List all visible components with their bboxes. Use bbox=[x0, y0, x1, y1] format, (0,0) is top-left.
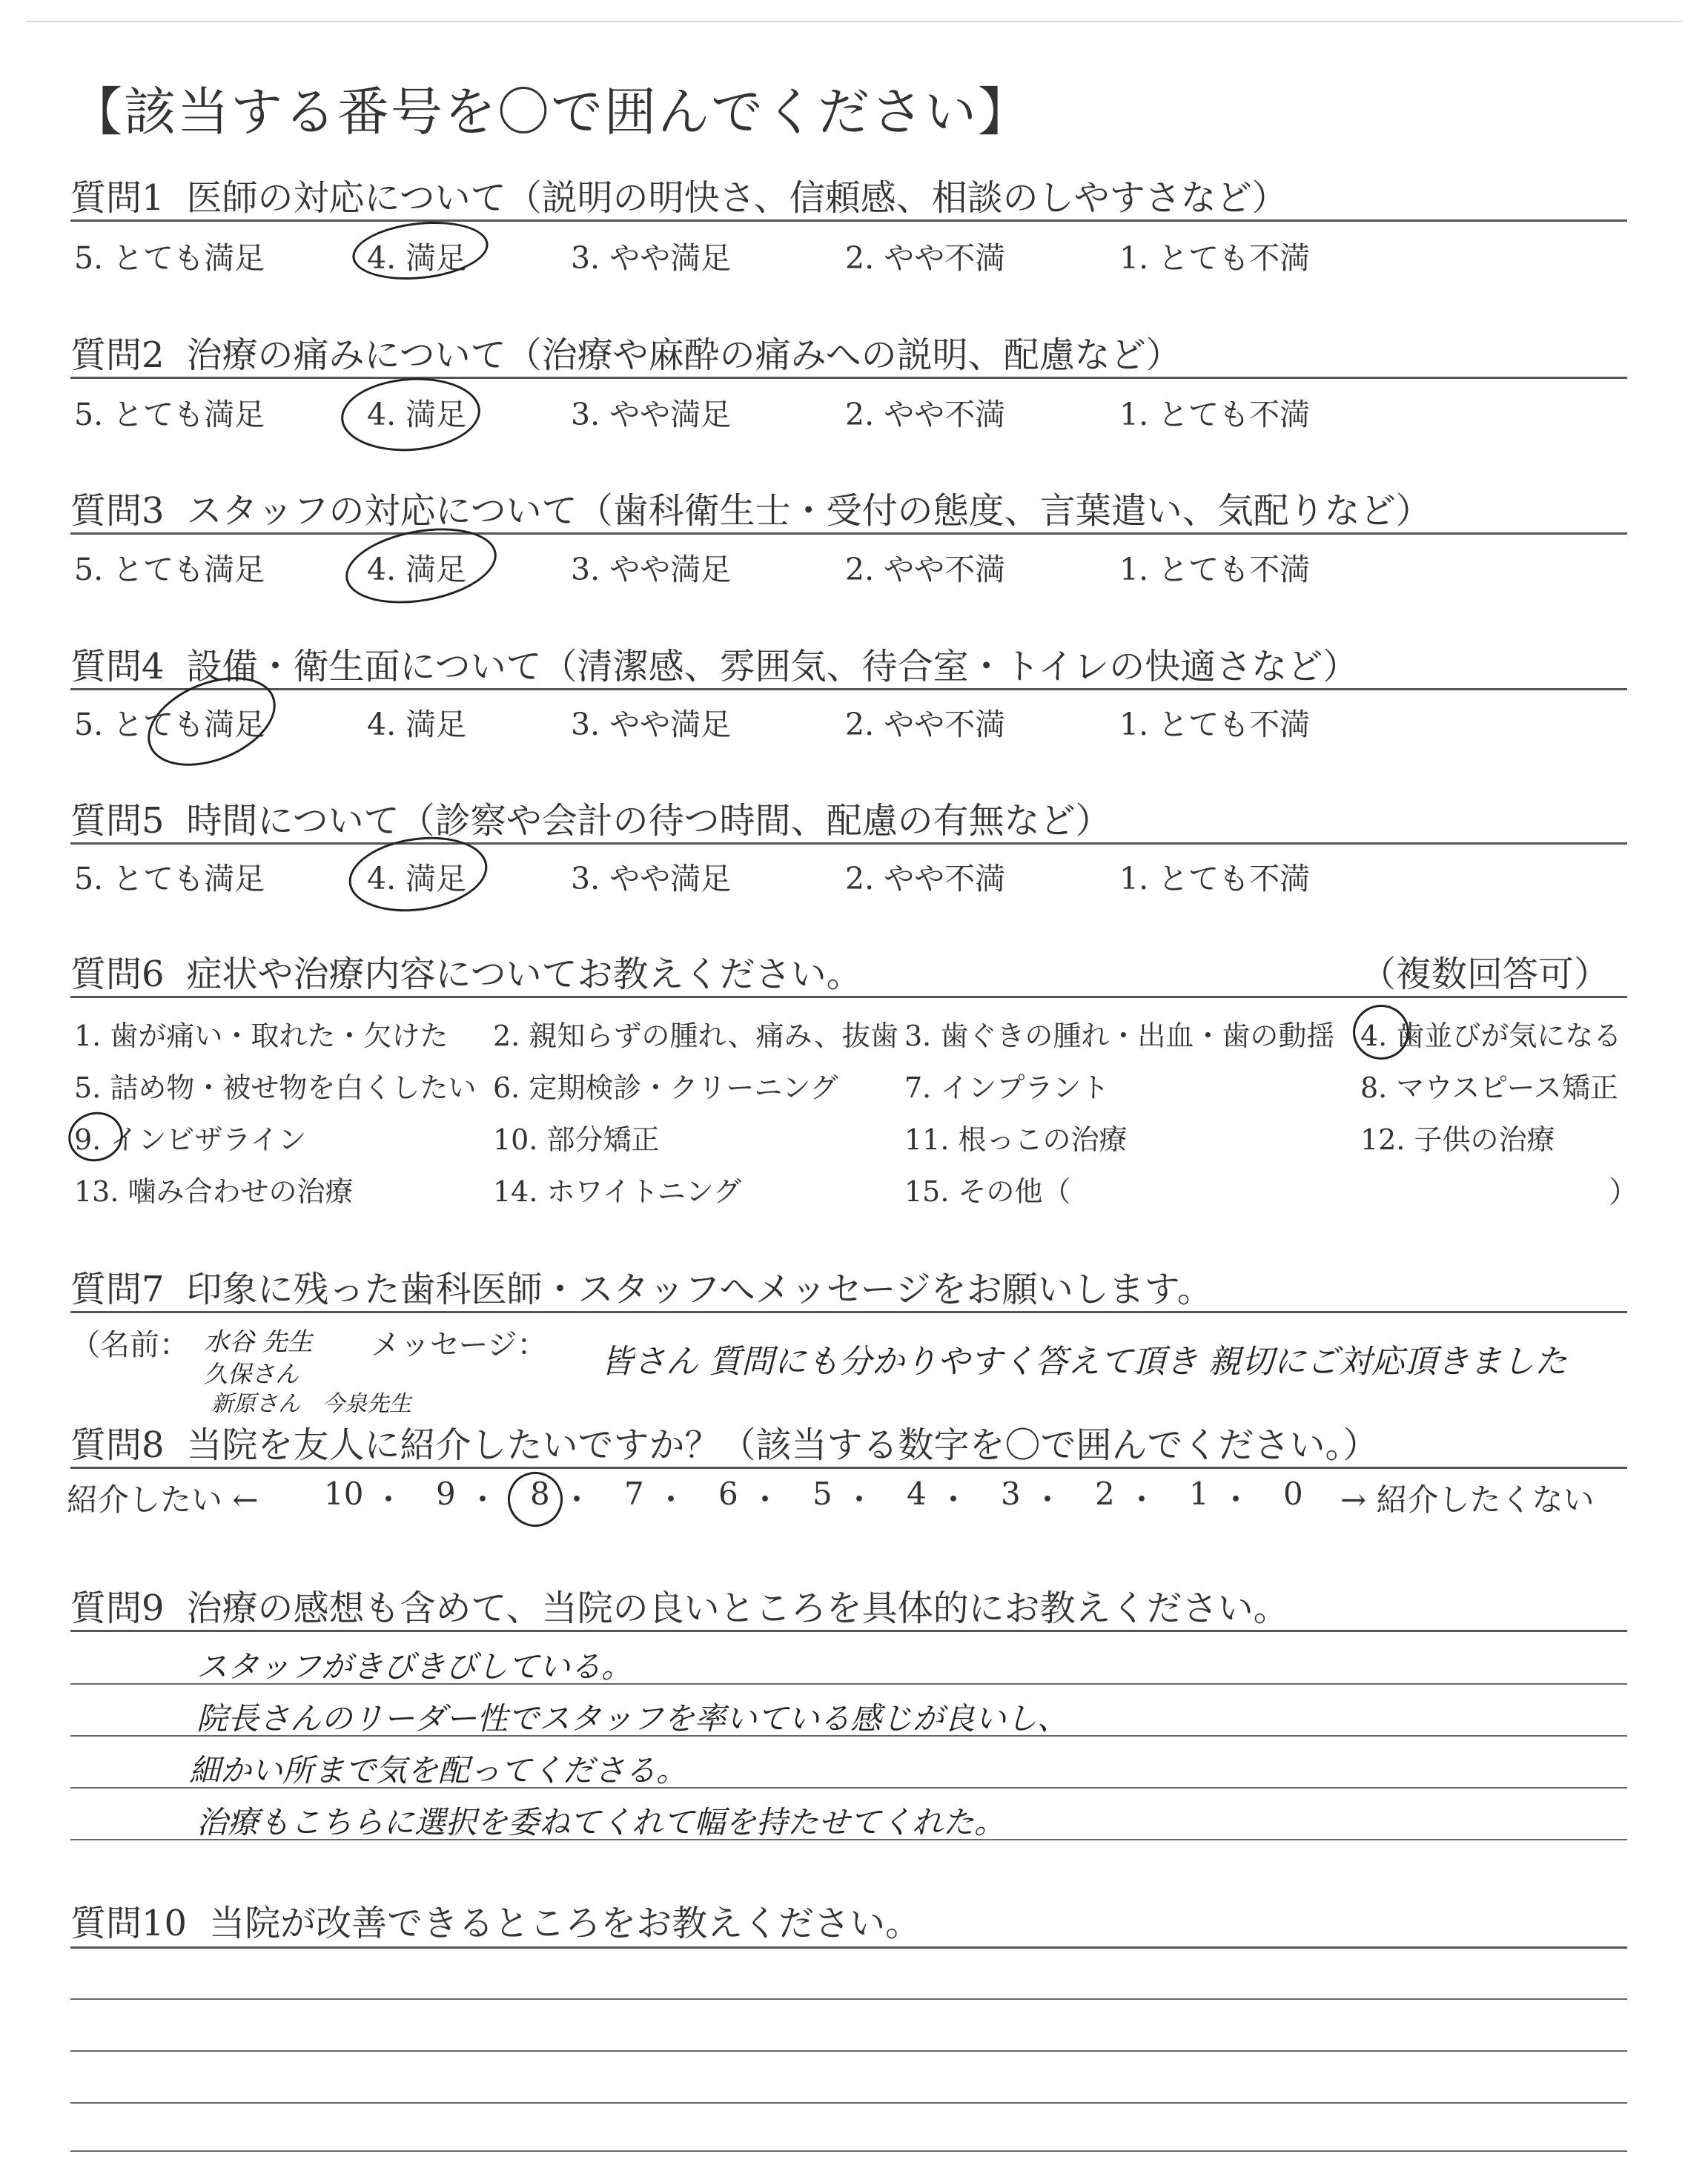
question-number: 質問9 bbox=[70, 1588, 165, 1629]
scale-7[interactable]: 7 bbox=[624, 1476, 644, 1512]
q3-option-4[interactable]: 4. 満足 bbox=[367, 552, 467, 587]
scale-10[interactable]: 10 bbox=[324, 1476, 364, 1512]
q2-option-3[interactable]: 3. やや満足 bbox=[571, 397, 732, 432]
question-text: 時間について（診察や会計の待つ時間、配慮の有無など） bbox=[186, 800, 1111, 842]
scale-dot: ・ bbox=[844, 1482, 875, 1518]
handwritten-message: 皆さん 質問にも分かりやすく答えて頂き 親切にご対応頂きました bbox=[600, 1343, 1567, 1381]
q6-item-15-close: ） bbox=[1609, 1175, 1638, 1209]
q6-item-11[interactable]: 11. 根っこの治療 bbox=[904, 1123, 1128, 1156]
question-text: 症状や治療内容についてお教えください。 bbox=[186, 954, 862, 995]
answer-line bbox=[70, 2050, 1627, 2052]
q2-option-1[interactable]: 1. とても不満 bbox=[1119, 397, 1311, 432]
question-text: 医師の対応について（説明の明快さ、信頼感、相談のしやすさなど） bbox=[186, 177, 1288, 219]
q6-item-9[interactable]: 9. インビザライン bbox=[74, 1123, 307, 1156]
q6-item-1[interactable]: 1. 歯が痛い・取れた・欠けた bbox=[74, 1020, 448, 1052]
divider bbox=[70, 1467, 1627, 1469]
scale-dot: ・ bbox=[749, 1482, 781, 1518]
selection-circle bbox=[339, 374, 483, 456]
q2-option-5[interactable]: 5. とても満足 bbox=[74, 397, 265, 432]
question-8-title bbox=[70, 1416, 1379, 1467]
q6-item-2[interactable]: 2. 親知らずの腫れ、痛み、抜歯 bbox=[493, 1020, 898, 1052]
q4-option-1[interactable]: 1. とても不満 bbox=[1119, 707, 1311, 742]
q1-option-2[interactable]: 2. やや不満 bbox=[845, 240, 1006, 276]
selection-circle bbox=[500, 1464, 571, 1535]
scale-dot: ・ bbox=[373, 1482, 405, 1518]
question-number: 質問4 bbox=[70, 646, 165, 687]
scale-8[interactable]: 8 bbox=[530, 1476, 550, 1512]
question-text: 印象に残った歯科医師・スタッフへメッセージをお願いします。 bbox=[186, 1269, 1213, 1310]
divider bbox=[70, 688, 1627, 690]
scale-dot: ・ bbox=[655, 1482, 687, 1518]
q4-option-5[interactable]: 5. とても満足 bbox=[74, 707, 265, 742]
scale-6[interactable]: 6 bbox=[718, 1476, 738, 1512]
scale-5[interactable]: 5 bbox=[812, 1476, 833, 1512]
scale-dot: ・ bbox=[1220, 1482, 1252, 1518]
q6-item-5[interactable]: 5. 詰め物・被せ物を白くしたい bbox=[74, 1071, 477, 1104]
question-number: 質問7 bbox=[70, 1269, 165, 1310]
top-border bbox=[27, 21, 1681, 22]
divider bbox=[70, 219, 1627, 222]
message-label: メッセージ： bbox=[371, 1328, 547, 1362]
handwritten-name: 久保さん bbox=[204, 1360, 299, 1388]
scale-dot: ・ bbox=[938, 1482, 970, 1518]
multiple-answer-note: （複数回答可） bbox=[1360, 954, 1610, 995]
question-number: 質問2 bbox=[70, 334, 165, 376]
handwritten-answer-line: 細かい所まで気を配ってくださる。 bbox=[189, 1752, 688, 1789]
divider bbox=[70, 996, 1627, 998]
q4-option-3[interactable]: 3. やや満足 bbox=[571, 707, 732, 742]
divider bbox=[70, 1946, 1627, 1949]
q2-option-4[interactable]: 4. 満足 bbox=[367, 397, 467, 432]
question-1-title bbox=[70, 169, 1288, 220]
recommend-left-label: 紹介したい ← bbox=[67, 1482, 259, 1518]
q5-option-3[interactable]: 3. やや満足 bbox=[571, 861, 732, 896]
handwritten-name: 水谷 先生 bbox=[204, 1327, 313, 1357]
q6-item-15[interactable]: 15. その他（ bbox=[904, 1175, 1071, 1208]
question-3-title bbox=[70, 482, 1431, 533]
answer-line bbox=[70, 2102, 1627, 2104]
q6-item-12[interactable]: 12. 子供の治療 bbox=[1360, 1123, 1555, 1156]
question-10-title bbox=[70, 1895, 921, 1946]
handwritten-answer-line: スタッフがきびきびしている。 bbox=[196, 1648, 633, 1685]
q3-option-3[interactable]: 3. やや満足 bbox=[571, 552, 732, 587]
q2-option-2[interactable]: 2. やや不満 bbox=[845, 397, 1006, 432]
divider bbox=[70, 377, 1627, 379]
q5-option-2[interactable]: 2. やや不満 bbox=[845, 861, 1006, 896]
divider bbox=[70, 842, 1627, 845]
q3-option-2[interactable]: 2. やや不満 bbox=[845, 552, 1006, 587]
name-label: （名前： bbox=[70, 1328, 189, 1362]
q6-item-3[interactable]: 3. 歯ぐきの腫れ・出血・歯の動揺 bbox=[904, 1020, 1335, 1052]
question-text: 治療の痛みについて（治療や麻酔の痛みへの説明、配慮など） bbox=[186, 334, 1182, 376]
q6-item-7[interactable]: 7. インプラント bbox=[904, 1071, 1110, 1104]
q6-item-14[interactable]: 14. ホワイトニング bbox=[493, 1175, 742, 1208]
question-4-title bbox=[70, 638, 1358, 689]
question-5-title bbox=[70, 792, 1111, 843]
question-text: 当院を友人に紹介したいですか？（該当する数字を〇で囲んでください。） bbox=[186, 1424, 1379, 1466]
q5-option-5[interactable]: 5. とても満足 bbox=[74, 861, 265, 896]
answer-line bbox=[70, 1998, 1627, 2000]
question-7-title bbox=[70, 1261, 1213, 1312]
q4-option-2[interactable]: 2. やや不満 bbox=[845, 707, 1006, 742]
question-text: 設備・衛生面について（清潔感、雰囲気、待合室・トイレの快適さなど） bbox=[186, 646, 1359, 687]
question-text: スタッフの対応について（歯科衛生士・受付の態度、言葉遣い、気配りなど） bbox=[186, 490, 1431, 532]
scale-0[interactable]: 0 bbox=[1283, 1476, 1303, 1512]
scale-3[interactable]: 3 bbox=[1001, 1476, 1021, 1512]
q6-item-10[interactable]: 10. 部分矯正 bbox=[493, 1123, 660, 1156]
q6-item-13[interactable]: 13. 噛み合わせの治療 bbox=[74, 1175, 354, 1208]
selection-circle bbox=[1353, 1005, 1409, 1060]
question-number: 質問5 bbox=[70, 800, 165, 842]
question-number: 質問1 bbox=[70, 177, 165, 219]
question-number: 質問6 bbox=[70, 954, 165, 995]
question-2-title bbox=[70, 326, 1182, 377]
q1-option-5[interactable]: 5. とても満足 bbox=[74, 240, 265, 276]
question-number: 質問3 bbox=[70, 490, 165, 532]
scale-2[interactable]: 2 bbox=[1095, 1476, 1115, 1512]
handwritten-name: 新原さん 今泉先生 bbox=[211, 1391, 411, 1417]
answer-line bbox=[70, 2150, 1627, 2152]
question-6-title bbox=[70, 945, 862, 997]
scale-4[interactable]: 4 bbox=[907, 1476, 927, 1512]
q3-option-1[interactable]: 1. とても不満 bbox=[1119, 552, 1311, 587]
q5-option-1[interactable]: 1. とても不満 bbox=[1119, 861, 1311, 896]
q1-option-1[interactable]: 1. とても不満 bbox=[1119, 240, 1311, 276]
q6-item-6[interactable]: 6. 定期検診・クリーニング bbox=[493, 1071, 838, 1104]
scale-dot: ・ bbox=[1032, 1482, 1064, 1518]
q1-option-3[interactable]: 3. やや満足 bbox=[571, 240, 732, 276]
question-number: 質問8 bbox=[70, 1424, 165, 1466]
page-title: 【該当する番号を〇で囲んでください】 bbox=[70, 82, 1031, 142]
question-number: 質問10 bbox=[70, 1903, 188, 1944]
q5-option-4[interactable]: 4. 満足 bbox=[367, 861, 467, 896]
selection-circle bbox=[63, 1106, 129, 1168]
q6-item-4[interactable]: 4. 歯並びが気になる bbox=[1360, 1020, 1622, 1052]
question-9-title bbox=[70, 1579, 1289, 1631]
scale-9[interactable]: 9 bbox=[436, 1476, 456, 1512]
handwritten-answer-line: 治療もこちらに選択を委ねてくれて幅を持たせてくれた。 bbox=[196, 1804, 1005, 1840]
q6-item-8[interactable]: 8. マウスピース矯正 bbox=[1360, 1071, 1618, 1104]
recommend-right-label: → 紹介したくない bbox=[1340, 1482, 1595, 1518]
question-text: 治療の感想も含めて、当院の良いところを具体的にお教えください。 bbox=[186, 1588, 1289, 1629]
divider bbox=[70, 1311, 1627, 1313]
divider bbox=[70, 532, 1627, 535]
scale-1[interactable]: 1 bbox=[1189, 1476, 1209, 1512]
question-text: 当院が改善できるところをお教えください。 bbox=[209, 1903, 921, 1944]
q3-option-5[interactable]: 5. とても満足 bbox=[74, 552, 265, 587]
divider bbox=[70, 1630, 1627, 1632]
handwritten-answer-line: 院長さんのリーダー性でスタッフを率いている感じが良いし、 bbox=[196, 1700, 1069, 1737]
q1-option-4[interactable]: 4. 満足 bbox=[367, 240, 467, 276]
scale-dot: ・ bbox=[467, 1482, 499, 1518]
scale-dot: ・ bbox=[561, 1482, 593, 1518]
q4-option-4[interactable]: 4. 満足 bbox=[367, 707, 467, 742]
scale-dot: ・ bbox=[1126, 1482, 1158, 1518]
